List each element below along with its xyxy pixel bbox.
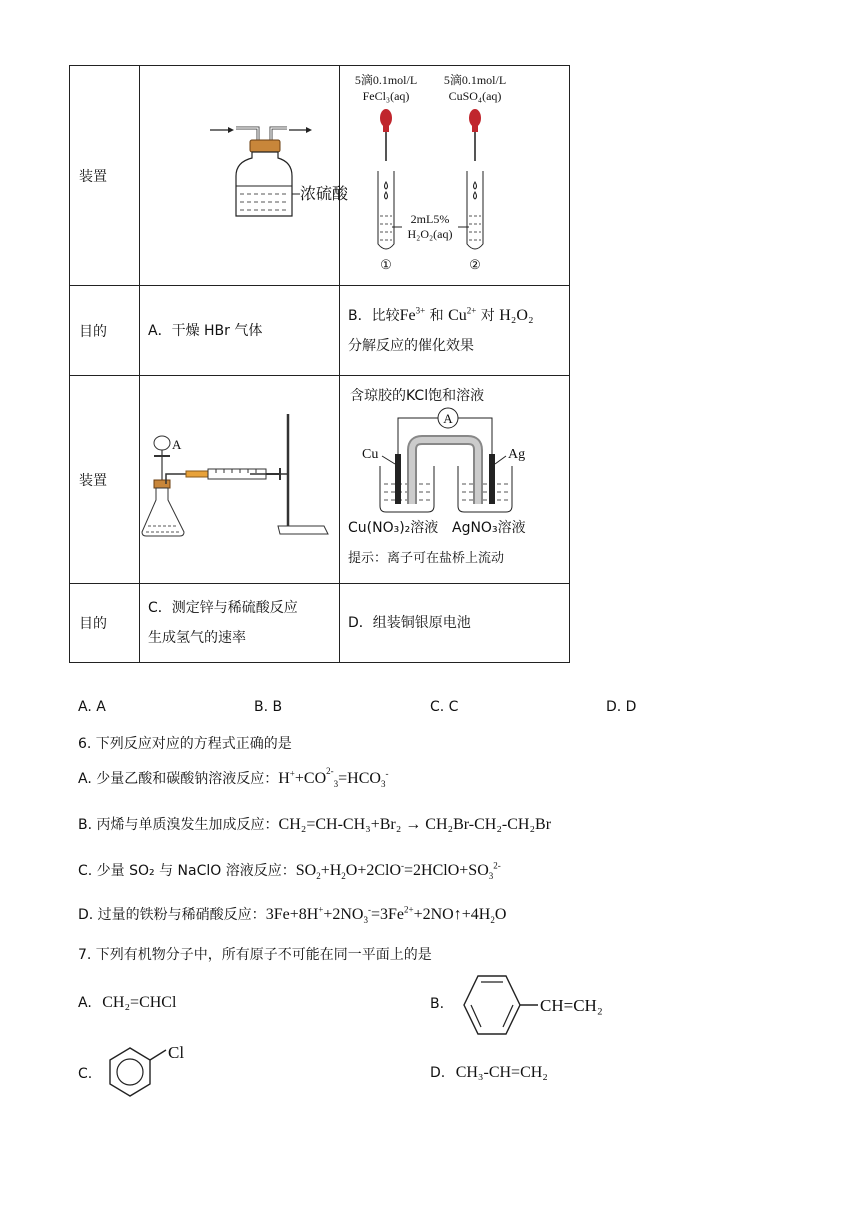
vinyl-group-label: CH=CH₂	[540, 996, 603, 1015]
catalysis-comparison-diagram	[340, 66, 553, 281]
reagent1-line1: 5滴0.1mol/L	[354, 73, 418, 87]
ag-nitrate-label: AgNO₃溶液	[452, 520, 526, 536]
vinyl-chloride-formula: CH₂=CHCl	[102, 994, 177, 1011]
propene-formula: CH₃-CH=CH₂	[455, 1064, 548, 1081]
reagent2-line1: 5滴0.1mol/L	[443, 73, 507, 87]
salt-bridge-label: 含琼胶的KCl饱和溶液	[350, 388, 485, 404]
h2o2-amount-label: 2mL5%	[410, 212, 450, 226]
q5-option-a[interactable]: A. A	[78, 699, 106, 715]
hint-text: 提示：离子可在盐桥上流动	[348, 551, 505, 566]
q6-option-d[interactable]: D. 过量的铁粉与稀硝酸反应：$3Fe+8H^++2NO_3^-=3Fe^{2+}+2NO↑+4H_2O$	[78, 904, 507, 926]
gas-washing-bottle-diagram	[140, 66, 349, 281]
q6-option-c[interactable]: C. 少量 SO₂ 与 NaClO 溶液反应：$SO_2+H_2O+2ClO^-=2HClO+SO_3^{2-}$	[78, 860, 501, 882]
q6-option-a[interactable]: A. 少量乙酸和碳酸钠溶液反应：$H^++CO_{2-3}=HCO_3^-$	[78, 766, 389, 790]
purpose-a: A．干燥 HBr 气体	[140, 286, 340, 376]
tube-2-label: ②	[469, 257, 481, 272]
apparatus-b-cell	[340, 66, 570, 286]
ammeter-label: A	[443, 411, 453, 426]
row-label-apparatus-2: 装置	[70, 376, 140, 584]
experiment-table	[69, 65, 570, 663]
styrene-structure	[448, 972, 648, 1038]
reagent2-line2: CuSO₄(aq)	[448, 89, 502, 103]
q7-option-a[interactable]: A. CH₂=CHCl	[78, 994, 177, 1011]
cu-ion: $Cu^{2+}$	[448, 305, 477, 324]
q6-stem: 6. 下列反应对应的方程式正确的是	[78, 736, 292, 752]
q6-a-equation: $H^++CO_{2-3}=HCO_3^-$	[278, 766, 389, 790]
purpose-c: C．测定锌与稀硫酸反应 生成氢气的速率	[140, 584, 340, 663]
gas-syringe-rate-diagram	[140, 376, 323, 579]
q7-stem: 7. 下列有机物分子中，所有原子不可能在同一平面上的是	[78, 947, 432, 963]
apparatus-a-cell	[140, 66, 349, 286]
tube-1-label: ①	[380, 257, 392, 272]
chlorine-label: Cl	[168, 1043, 185, 1062]
galvanic-cell-diagram	[340, 376, 553, 579]
fe-ion: $Fe^{3+}$	[399, 305, 426, 324]
reagent1-line2: FeCl₃(aq)	[362, 89, 410, 103]
cu-electrode-label: Cu	[362, 447, 379, 462]
cu-nitrate-label: Cu(NO₃)₂溶液	[348, 520, 439, 536]
conc-sulfuric-acid-label: 浓硫酸	[300, 184, 349, 203]
apparatus-c-cell	[140, 376, 340, 584]
chlorobenzene-structure	[96, 1044, 216, 1104]
h2o2-solution-label: H₂O₂(aq)	[407, 227, 453, 241]
q6-option-b[interactable]: B. 丙烯与单质溴发生加成反应：CH₂=CH-CH₃+Br₂ → CH₂Br-CH₂-CH₂Br	[78, 816, 552, 833]
q6-b-equation: CH₂=CH-CH₃+Br₂ → CH₂Br-CH₂-CH₂Br	[278, 816, 552, 833]
apparatus-d-cell	[340, 376, 570, 584]
q5-option-b[interactable]: B. B	[254, 699, 283, 715]
row-label-apparatus-1: 装置	[70, 66, 140, 286]
q5-option-c[interactable]: C. C	[430, 699, 459, 715]
funnel-label-a: A	[172, 437, 182, 452]
ag-electrode-label: Ag	[508, 447, 526, 462]
purpose-d: D．组装铜银原电池	[340, 584, 570, 663]
h2o2-formula: H₂O₂	[499, 306, 534, 324]
q6-c-equation: $SO_2+H_2O+2ClO^-=2HClO+SO_3^{2-}$	[295, 860, 501, 882]
purpose-b: B．比较$Fe^{3+}$ 和 $Cu^{2+}$ 对 H₂O₂ 分解反应的催化效果	[340, 286, 570, 376]
q5-option-d[interactable]: D. D	[606, 699, 637, 715]
q7-option-d[interactable]: D. CH₃-CH=CH₂	[430, 1064, 548, 1081]
row-label-purpose-2: 目的	[70, 584, 140, 663]
row-label-purpose-1: 目的	[70, 286, 140, 376]
q6-d-equation: $3Fe+8H^++2NO_3^-=3Fe^{2+}+2NO↑+4H_2O$	[265, 904, 507, 926]
